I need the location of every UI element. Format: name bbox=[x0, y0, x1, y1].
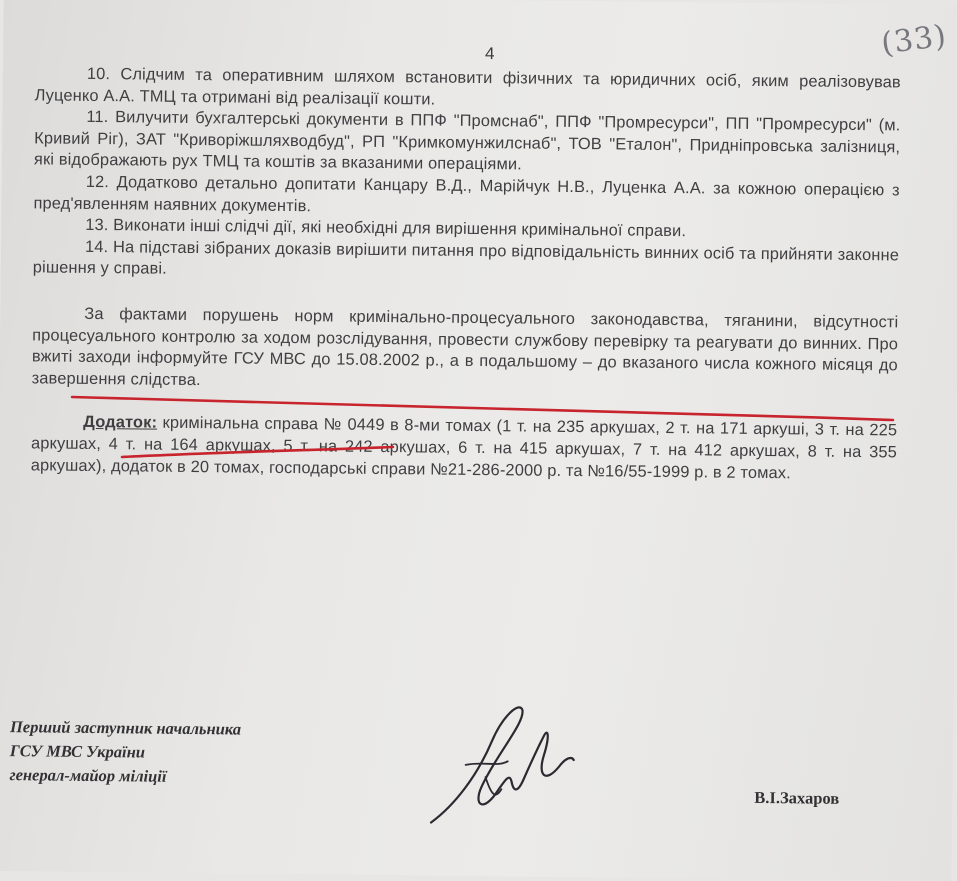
attachment-paragraph bbox=[31, 412, 898, 486]
paragraph-14: 14. На підставі зібраних доказів вирішити питання про відповідальність винних осіб та прийняти законне рішення у справі. bbox=[32, 237, 900, 279]
instruction-paragraph: За фактами порушень норм кримінально-процесуального законодавства, тяганини, відсутності процесуального контролю за ходом розслідування, провести службову перевірку та реагувати до винних. Про вжиті заходи інформуйте ГСУ МВС до 15.08.2002 р., а в подальшому – до вказаного числа кожного місяця до завершення слідства. bbox=[31, 304, 899, 389]
paragraph-11: 11. Вилучити бухгалтерські документи в ППФ "Промснаб", ППФ "Промресурси", ПП "Промресурси" (м. Кривий Ріг), ЗАТ "Криворіжшляхводбуд", РП "Кримкомунжилснаб", ТОВ "Еталон", Придніпровська залізниця, які відображають рух ТМЦ та коштів за вказаними операціями. bbox=[33, 108, 901, 174]
signatory-position: Перший заступник начальника bbox=[9, 717, 242, 739]
signature-block bbox=[9, 715, 241, 789]
paragraph-12: 12. Додатково детально допитати Канцару В.Д., Марійчук Н.В., Луценка А.А. за кожною операцією з пред'явленням наявних документів. bbox=[33, 172, 900, 215]
signatory-organization: ГСУ МВС України bbox=[9, 741, 146, 762]
paragraph-13: 13. Виконати інші слідчі дії, які необхідні для вирішення кримінальної справи. bbox=[85, 216, 687, 241]
paragraph-10: 10. Слідчим та оперативним шляхом встановити фізичних та юридичних осіб, яким реалізовував Луценко А.А. ТМЦ та отримані від реалізації кошти. bbox=[34, 64, 901, 109]
signatory-name: В.І.Захаров bbox=[754, 787, 840, 808]
handwritten-sheet-number: (33) bbox=[879, 18, 949, 62]
attachment-text: кримінальна справа № 0449 в 8-ми томах (1 т. на 235 аркушах, 2 т. на 171 аркуші, 3 т. на 225 аркушах, 4 т. на 164 аркушах, 5 т. на 242 аркушах, 6 т. на 415 аркушах, 7 т. на 412 аркушах, 8 т. на 355 аркушах), додаток в 20 томах, господарські справи №21-286-2000 р. та №16/55-1999 р. в 2 томах. bbox=[30, 413, 898, 482]
attachment-label: Додаток: bbox=[83, 413, 158, 432]
signatory-rank: генерал-майор міліції bbox=[9, 765, 167, 786]
document-body bbox=[31, 63, 901, 485]
handwritten-signature bbox=[425, 694, 576, 831]
page-number: 4 bbox=[485, 44, 495, 64]
